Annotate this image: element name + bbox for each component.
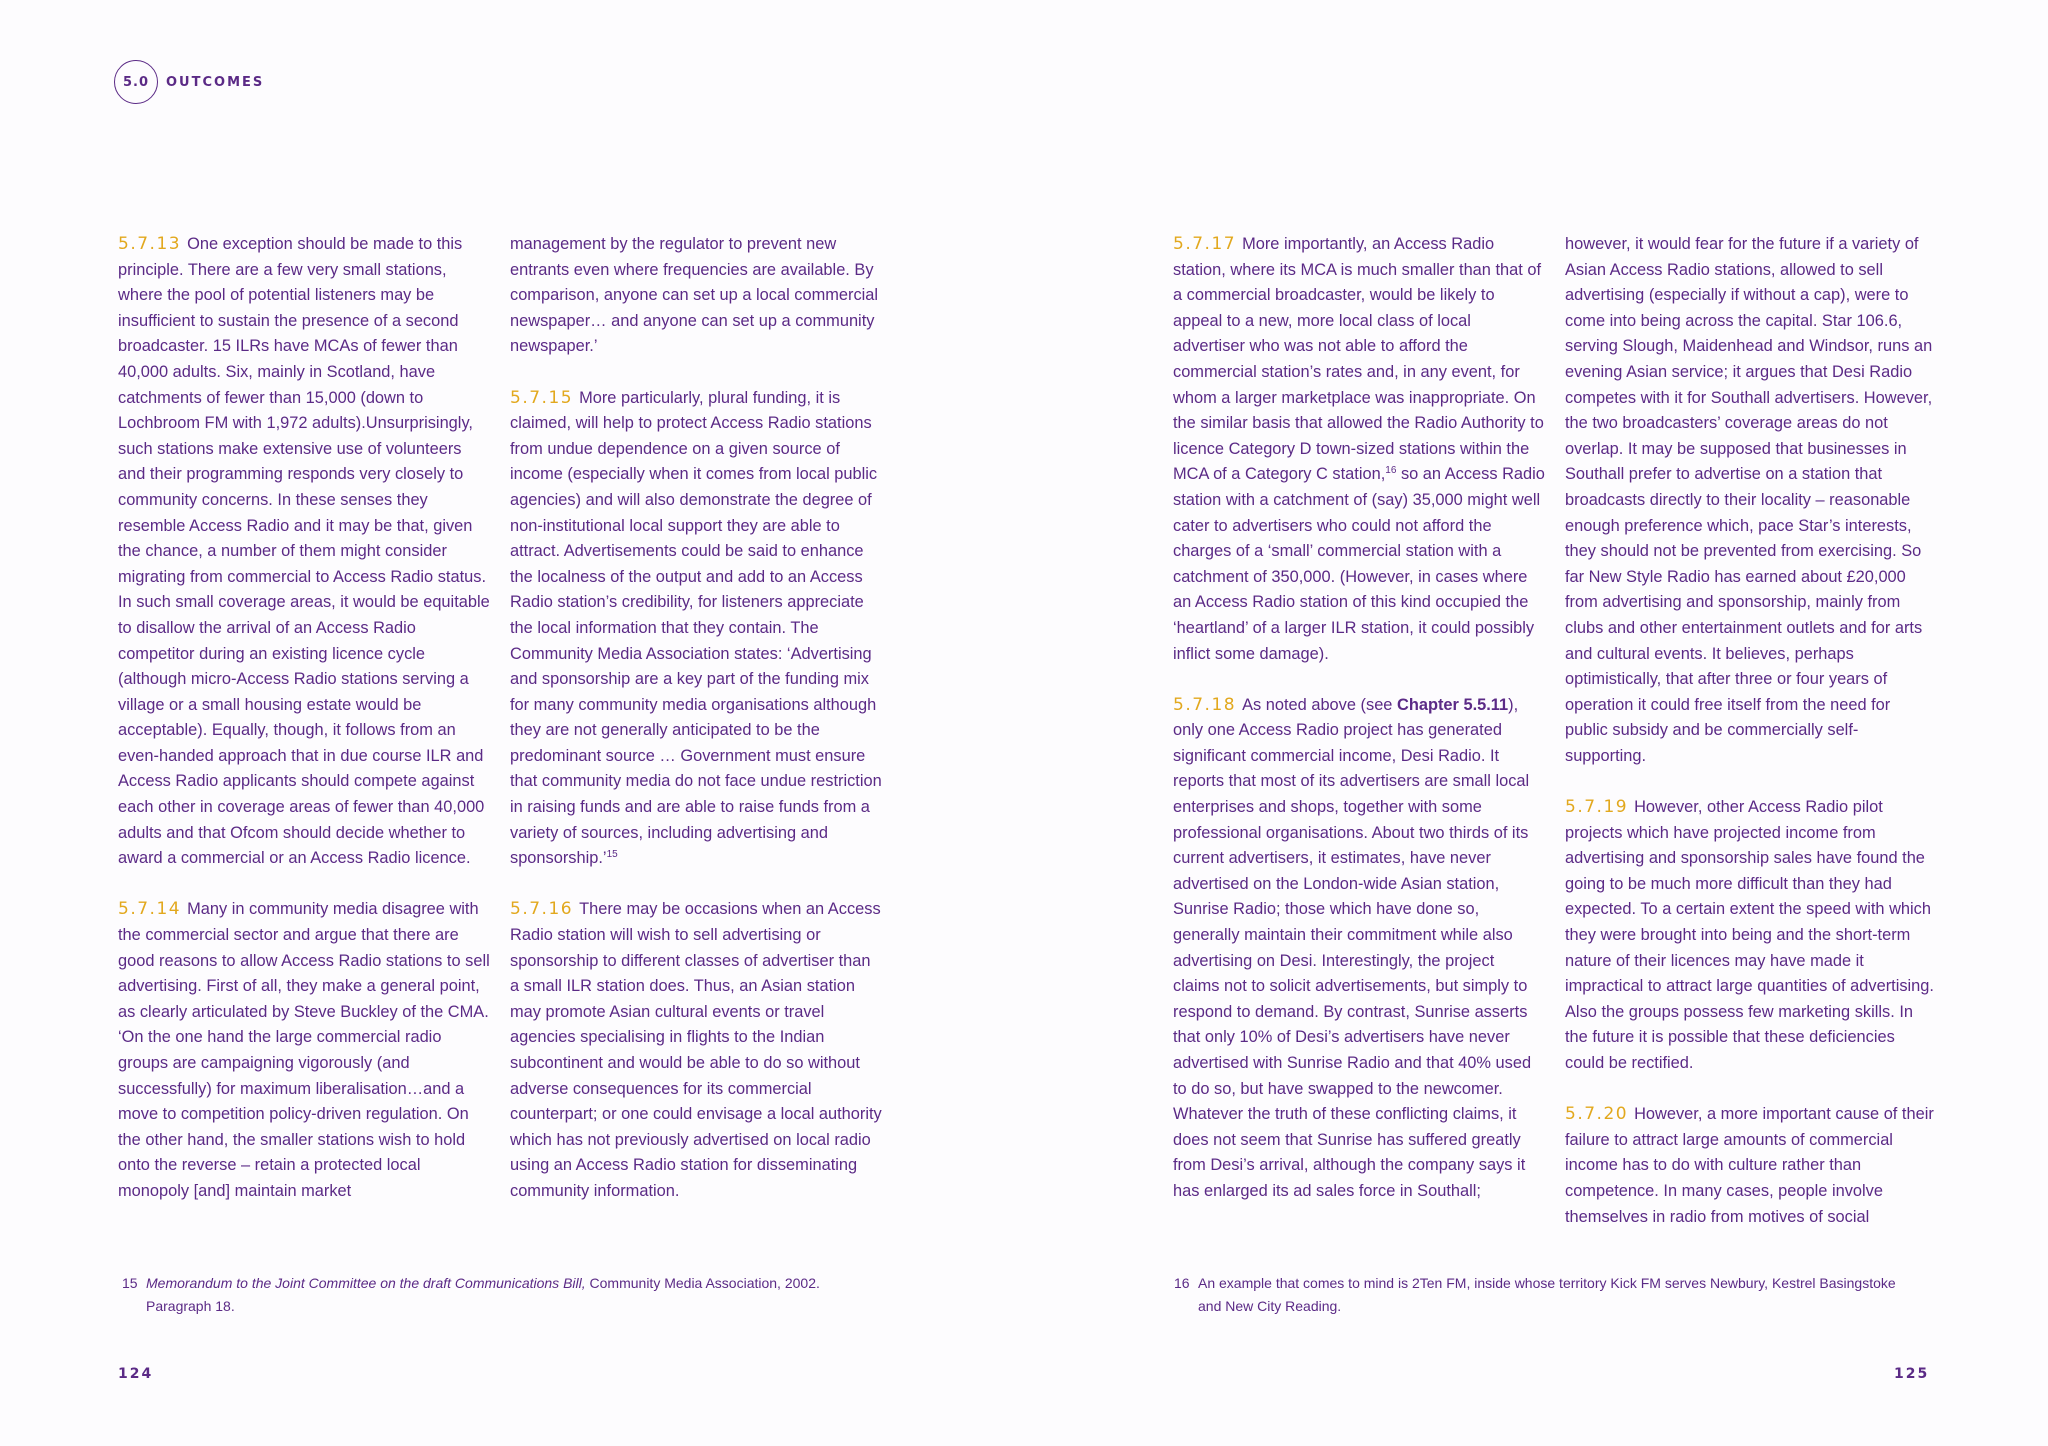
footnote-15 [122, 1272, 882, 1318]
paragraph-text: One exception should be made to this principle. There are a few very small stations, where the pool of potential listeners may be insufficient to sustain the presence of a second broadcaster. 15 ILRs have MCAs of fewer than 40,000 adults. Six, mainly in Scotland, have catchments of fewer than 15,000 (down to Lochbroom FM with 1,972 adults).Unsurprisingly, such stations make extensive use of volunteers and their programming responds very closely to community concerns. In these senses they resemble Access Radio and it may be that, given the chance, a number of them might consider migrating from commercial to Access Radio status. In such small coverage areas, it would be equitable to disallow the arrival of an Access Radio competitor during an existing licence cycle (although micro-Access Radio stations serving a village or a small housing estate would be acceptable). Equally, though, it follows from an even-handed approach that in due course ILR and Access Radio applicants should compete against each other in coverage areas of fewer than 40,000 adults and that Ofcom should decide whether to award a commercial or an Access Radio licence. [118, 235, 490, 868]
section-number-badge: 5.0 [114, 60, 158, 104]
paragraph-text: management by the regulator to prevent new entrants even where frequencies are available. By comparison, anyone can set up a local commercial newspaper… and anyone can set up a community newspaper.’ [510, 235, 879, 356]
text-column-4 [1565, 232, 1937, 1256]
footnote-text: Community Media Association, 2002. [585, 1275, 820, 1291]
paragraph-text: ), only one Access Radio project has generated significant commercial income, Desi Radio. It reports that most of its advertisers are small local enterprises and shops, together with some professional organisations. About two thirds of its current advertisers, it estimates, have never advertised on the London-wide Asian station, Sunrise Radio; those which have done so, generally maintain their commitment while also advertising on Desi. Interestingly, the project claims not to solicit advertisements, but simply to respond to demand. By contrast, Sunrise asserts that only 10% of Desi’s advertisers have never advertised with Sunrise Radio and that 40% used to do so, but have swapped to the newcomer. Whatever the truth of these conflicting claims, it does not seem that Sunrise has suffered greatly from Desi’s arrival, although the company says it has enlarged its ad sales force in Southall; [1173, 695, 1532, 1200]
paragraph-text: so an Access Radio station with a catchment of (say) 35,000 might well cater to advertisers who could not afford the charges of a ‘small’ commercial station with a catchment of 350,000. (However, in cases where an Access Radio station of this kind occupied the ‘heartland’ of a larger ILR station, it could possibly inflict some damage). [1173, 465, 1545, 663]
text-column-3 [1173, 232, 1545, 1230]
paragraph [118, 232, 490, 872]
footnote-label: 15 [122, 1275, 138, 1291]
paragraph-text: There may be occasions when an Access Radio station will wish to sell advertising or sponsorship to different classes of advertiser than a small ILR station does. Thus, an Asian station may promote Asian cultural events or travel agencies specialising in flights to the Indian subcontinent and would be able to do so without adverse consequences for its commercial counterpart; or one could envisage a local authority which has not previously advertised on local radio using an Access Radio station for disseminating community information. [510, 900, 882, 1200]
paragraph-text: More particularly, plural funding, it is claimed, will help to protect Access Radio stations from undue dependence on a given source of income (especially when it comes from local public agencies) and will also demonstrate the degree of non-institutional local support they are able to attract. Advertisements could be said to enhance the localness of the output and add to an Access Radio station’s credibility, for listeners appreciate the local information that they contain. The Community Media Association states: ‘Advertising and sponsorship are a key part of the funding mix for many community media organisations although they are not generally anticipated to be the predominant source … Government must ensure that community media do not face undue restriction in raising funds and are able to raise funds from a variety of sources, including advertising and sponsorship.’ [510, 388, 882, 868]
paragraph [1565, 795, 1937, 1077]
page-number-right: 125 [1894, 1366, 1930, 1382]
footnote-ref[interactable]: 15 [606, 849, 618, 861]
paragraph-number: 5.7.13 [118, 234, 182, 254]
section-title: OUTCOMES [166, 74, 265, 90]
chapter-header [114, 60, 264, 104]
paragraph-number: 5.7.18 [1173, 694, 1237, 715]
footnote-16 [1174, 1272, 1934, 1318]
paragraph [118, 897, 490, 1204]
paragraph [510, 232, 882, 360]
paragraph-number: 5.7.16 [510, 899, 574, 920]
paragraph-number: 5.7.14 [118, 899, 182, 920]
footnote-continuation: and New City Reading. [1198, 1298, 1342, 1314]
footnote-title: Memorandum to the Joint Committee on the draft Communications Bill, [146, 1275, 586, 1291]
paragraph-text: As noted above (see [1242, 695, 1397, 714]
paragraph-number: 5.7.19 [1565, 797, 1629, 818]
paragraph [1565, 1102, 1937, 1230]
paragraph [1565, 232, 1937, 769]
text-column-1 [118, 232, 490, 1230]
text-column-2 [510, 232, 882, 1230]
footnote-ref[interactable]: 16 [1385, 465, 1397, 477]
paragraph-text: Many in community media disagree with the commercial sector and argue that there are good reasons to allow Access Radio stations to sell advertising. First of all, they make a general point, as clearly articulated by Steve Buckley of the CMA. ‘On the one hand the large commercial radio groups are campaigning vigorously (and successfully) for maximum liberalisation…and a move to competition policy-driven regulation. On the other hand, the smaller stations wish to hold onto the reverse – retain a protected local monopoly [and] maintain market [118, 900, 490, 1200]
footnote-continuation: Paragraph 18. [146, 1298, 235, 1314]
paragraph-number: 5.7.20 [1565, 1104, 1629, 1125]
paragraph-text: More importantly, an Access Radio station, where its MCA is much smaller than that of a commercial broadcaster, would be likely to appeal to a new, more local class of local advertiser who was not able to afford the commercial station’s rates and, in any event, for whom a larger marketplace was inappropriate. On the similar basis that allowed the Radio Authority to licence Category D town-sized stations within the MCA of a Category C station, [1173, 235, 1544, 484]
paragraph-number: 5.7.17 [1173, 234, 1237, 254]
paragraph-text: however, it would fear for the future if a variety of Asian Access Radio stations, allowed to sell advertising (especially if without a cap), were to come into being across the capital. Star 106.6, serving Slough, Maidenhead and Windsor, runs an evening Asian service; it argues that Desi Radio competes with it for Southall advertisers. However, the two broadcasters’ coverage areas do not overlap. It may be supposed that businesses in Southall prefer to advertise on a station that broadcasts directly to their locality – reasonable enough preference which, pace Star’s interests, they should not be prevented from exercising. So far New Style Radio has earned about £20,000 from advertising and sponsorship, mainly from clubs and other entertainment outlets and for arts and cultural events. It believes, perhaps optimistically, that after three or four years of operation it could free itself from the need for public subsidy and be commercially self-supporting. [1565, 235, 1933, 765]
paragraph [1173, 232, 1545, 667]
paragraph-number: 5.7.15 [510, 387, 574, 408]
page-number-left: 124 [118, 1366, 154, 1382]
paragraph-text: However, other Access Radio pilot projects which have projected income from advertising and sponsorship sales have found the going to be much more difficult than they had expected. To a certain extent the speed with which they were brought into being and the short-term nature of their licences may have made it impractical to attract large quantities of advertising. Also the groups possess few marketing skills. In the future it is possible that these deficiencies could be rectified. [1565, 798, 1934, 1072]
footnote-text: An example that comes to mind is 2Ten FM, inside whose territory Kick FM serves Newbury, Kestrel Basingstoke [1198, 1275, 1896, 1291]
footnote-label: 16 [1174, 1275, 1190, 1291]
chapter-cross-reference[interactable]: Chapter 5.5.11 [1396, 695, 1509, 714]
paragraph [510, 897, 882, 1204]
paragraph [510, 386, 882, 872]
paragraph-text: However, a more important cause of their failure to attract large amounts of commercial income has to do with culture rather than competence. In many cases, people involve themselves in radio from motives of social [1565, 1105, 1934, 1226]
paragraph [1173, 693, 1545, 1205]
